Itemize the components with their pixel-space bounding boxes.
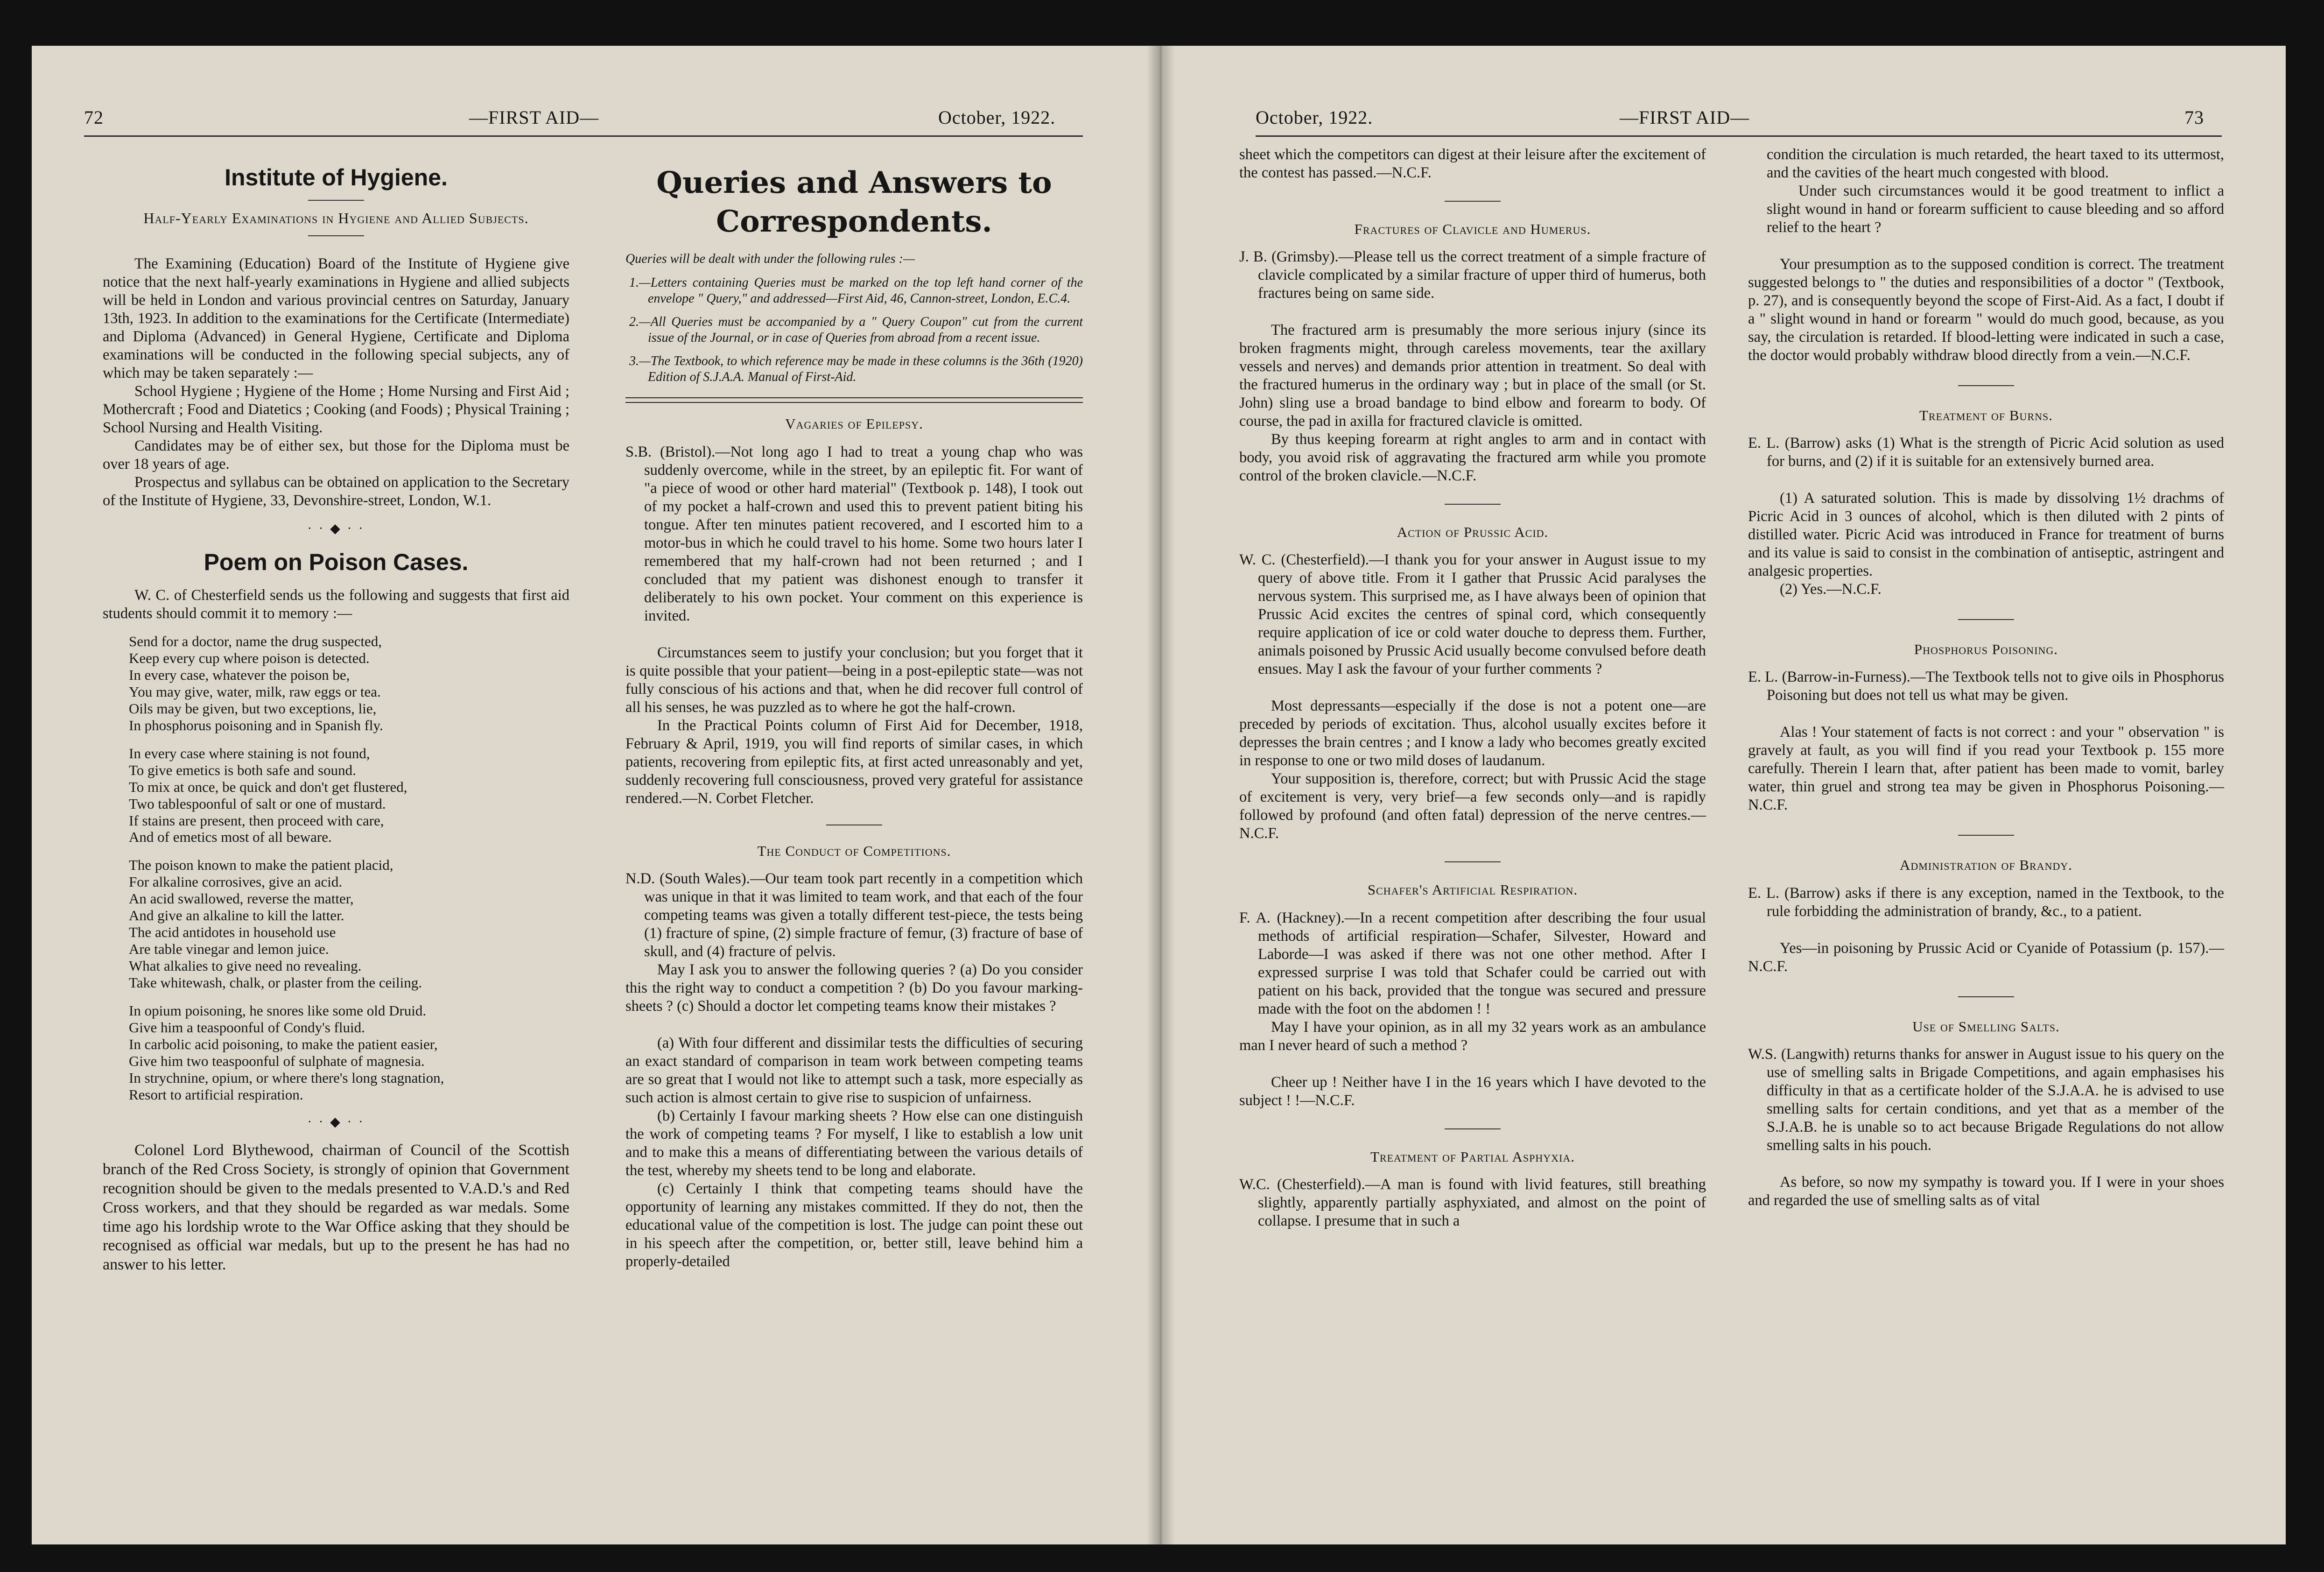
section-heading: Administration of Brandy. — [1900, 857, 2072, 874]
answer-text: Most depressants—especially if the dose is not a potent one—are preceded by periods of excitation. Thus, alcohol usually excites before it depresses the brain centres ; and I know a lady who becomes greatly excited in response to one or two mild doses of laudanum. — [1239, 698, 1706, 769]
answer-text: Alas ! Your statement of facts is not correct : and your " observation " is gravely at fault, as you will find if you read your Textbook p. 155 more carefully. Therein I learn that, after patient has been made to vomit, barley water, thin gruel and strong tea may be given in Phosphorus Poisoning.—N.C.F. — [1748, 724, 2224, 814]
double-rule — [625, 397, 1083, 403]
poem-stanza-3 — [103, 857, 569, 991]
verse-line: Resort to artificial respiration. — [129, 1086, 303, 1103]
query-text: May I have your opinion, as in all my 32 years work as an ambulance man I never heard of such a method ? — [1239, 1018, 1706, 1054]
verse-line: In carbolic acid poisoning, to make the patient easier, — [129, 1036, 438, 1052]
verse-line: What alkalies to give need no revealing. — [129, 958, 362, 974]
section-heading: Fractures of Clavicle and Humerus. — [1354, 221, 1591, 237]
answer-text: Cheer up ! Neither have I in the 16 years which I have devoted to the subject ! !—N.C.F. — [1239, 1073, 1706, 1109]
query-text: N.D. (South Wales).—Our team took part recently in a competition which was unique in that it was limited to team work, and that each of the four competing teams was given a totally different test-piece, the tests being (1) fracture of spine, (2) simple fracture of femur, (3) fracture of base of skull, and (4) fracture of pelvis. — [625, 870, 1083, 960]
queries-title-line-1: Queries and Answers to — [656, 165, 1052, 200]
answer-text: Yes—in poisoning by Prussic Acid or Cyanide of Potassium (p. 157).—N.C.F. — [1748, 939, 2224, 975]
poem-intro: W. C. of Chesterfield sends us the following and suggests that first aid students should commit it to memory :— — [103, 586, 569, 622]
ornament-divider: · · ◆ · · — [307, 522, 365, 536]
right-running-title: —FIRST AID— — [1620, 107, 1750, 128]
verse-line: Oils may be given, but two exceptions, lie, — [129, 700, 377, 717]
answer-text: (1) A saturated solution. This is made by dissolving 1½ drachms of Picric Acid in 3 ounces of alcohol, which is then diluted with 2 pints of distilled water. Picric Acid was introduced in France for treatment of burns and its value is said to consist in the combination of antiseptic, astringent and analgesic properties. — [1748, 490, 2224, 580]
verse-line: To give emetics is both safe and sound. — [129, 761, 356, 778]
left-column-1 — [103, 163, 569, 1275]
answer-text: Your presumption as to the supposed condition is correct. The treatment suggested belongs to " the duties and responsibilities of a doctor " (Textbook, p. 27), and is consequently beyond the scope of First-Aid. As a fact, I doubt if a " slight wound in hand or forearm " would do much good, because, as you say, the circulation is retarded. If blood-letting were indicated in such a case, the doctor would probably withdraw blood directly from a vein.—N.C.F. — [1748, 256, 2224, 364]
answer-text: (2) Yes.—N.C.F. — [1780, 581, 1882, 598]
query-text: W. C. (Chesterfield).—I thank you for your answer in August issue to my query of above title. From it I gather that Prussic Acid paralyses the nervous system. This surprised me, as I have always been of opinion that Prussic Acid excites the centres of spinal cord, which consequently require application of ice or cold water douche to depress them. Further, animals poisoned by Prussic Acid usually become convulsed before death ensues. May I ask the favour of your further comments ? — [1239, 551, 1706, 678]
left-running-title: —FIRST AID— — [469, 107, 599, 128]
query-text: E. L. (Barrow) asks if there is any exception, named in the Textbook, to the rule forbidding the administration of brandy, &c., to a patient. — [1748, 884, 2224, 920]
left-page-number: 72 — [84, 107, 104, 128]
rule — [1445, 1128, 1501, 1129]
section-heading: Use of Smelling Salts. — [1912, 1018, 2060, 1035]
section-heading: Schafer's Artificial Respiration. — [1367, 881, 1578, 898]
queries-title-line-2: Correspondents. — [716, 204, 992, 240]
poem-stanza-4 — [103, 1002, 569, 1103]
verse-line: For alkaline corrosives, give an acid. — [129, 874, 343, 890]
continued-text: sheet which the competitors can digest at their leisure after the excitement of the contest has passed.—N.C.F. — [1239, 146, 1706, 181]
section-heading: Treatment of Burns. — [1919, 407, 2053, 423]
answer-text: (c) Certainly I think that competing teams should have the opportunity of learning any mistakes committed. If they do not, then the educational value of the competition is lost. The judge can point these out in his speech after the competition, or, better still, leave behind him a properly-detailed — [625, 1180, 1083, 1270]
rule — [1958, 619, 2014, 620]
verse-line: An acid swallowed, reverse the matter, — [129, 890, 354, 907]
continued-text: condition the circulation is much retarded, the heart taxed to its uttermost, and the cavities of the heart much congested with blood. — [1767, 146, 2224, 181]
rule — [1958, 385, 2014, 386]
verse-line: Are table vinegar and lemon juice. — [129, 941, 329, 958]
institute-paragraph: The Examining (Education) Board of the Institute of Hygiene give notice that the next half-yearly examinations in Hygiene and allied subjects will be held in London and various provincial centres on Saturday, January 13th, 1923. In addition to the examinations for the Certificate (Intermediate) and Diploma (Advanced) in General Hygiene, Certificate and Diploma examinations will be conducted in the following special subjects, any of which may be taken separately :— — [103, 255, 569, 382]
verse-line: In phosphorus poisoning and in Spanish fly. — [129, 717, 383, 733]
rule — [1958, 835, 2014, 836]
answer-text: By thus keeping forearm at right angles to arm and in contact with body, you avoid risk of aggravating the fractured arm while you promote control of the broken clavicle.—N.C.F. — [1239, 431, 1706, 485]
right-page-number: 73 — [2184, 107, 2204, 128]
query-text: W.S. (Langwith) returns thanks for answer in August issue to his query on the use of smelling salts in Brigade Competitions, and again emphasises his difficulty in that as a certificate holder of the S.J.A.A. he is advised to use smelling salts for certain conditions, and yet that as a member of the S.J.A.B. he is unable so to act because Brigade Regulations do not allow smelling salts in his pouch. — [1748, 1045, 2224, 1154]
rule-item: 2.—All Queries must be accompanied by a " Query Coupon" cut from the current issue of the Journal, or in case of Queries from abroad from a recent issue. — [629, 314, 1083, 345]
rules-intro: Queries will be dealt with under the following rules :— — [625, 252, 915, 267]
rule — [308, 200, 364, 201]
institute-subtitle: Half-Yearly Examinations in Hygiene and Allied Subjects. — [143, 210, 529, 226]
blythewood-paragraph: Colonel Lord Blythewood, chairman of Council of the Scottish branch of the Red Cross Society, is strongly of opinion that Government recognition should be given to the medals presented to V.A.D.'s and Red Cross workers, and that they should be regarded as war medals. Some time ago his lordship wrote to the War Office asking that they should be recognised as official war medals, but up to the present he has had no answer to his letter. — [103, 1142, 569, 1274]
query-text: W.C. (Chesterfield).—A man is found with livid features, still breathing slightly, apparently partially asphyxiated, and almost on the point of collapse. I presume that in such a — [1239, 1176, 1706, 1229]
section-heading: Treatment of Partial Asphyxia. — [1370, 1148, 1575, 1165]
rule — [308, 235, 364, 236]
rule — [1445, 201, 1501, 202]
verse-line: You may give, water, milk, raw eggs or tea. — [129, 683, 381, 700]
verse-line: And give an alkaline to kill the latter. — [129, 907, 344, 924]
section-heading: The Conduct of Competitions. — [757, 842, 951, 859]
verse-line: Give him a teaspoonful of Condy's fluid. — [129, 1019, 365, 1036]
ornament-divider: · · ◆ · · — [307, 1114, 365, 1129]
verse-line: In opium poisoning, he snores like some old Druid. — [129, 1002, 427, 1019]
answer-text: (b) Certainly I favour marking sheets ? How else can one distinguish the work of competing teams ? For myself, I like to establish a low unit and to make this a means of differentiating between the various details of the test, whereby my sheets tend to be long and elaborate. — [625, 1107, 1083, 1179]
rule-item: 3.—The Textbook, to which reference may be made in these columns is the 36th (1920) Edition of S.J.A.A. Manual of First-Aid. — [629, 354, 1083, 385]
answer-text: The fractured arm is presumably the more serious injury (since its broken fragments might, through careless movements, tear the axillary vessels and nerves) and demands prior attention in treatment. So deal with the fractured humerus in the ordinary way ; but in place of the small (or St. John) sling use a broad bandage to bind elbow and forearm to body. Of course, the pad in axilla for fractured clavicle is omitted. — [1239, 322, 1706, 430]
answer-text: (a) With four different and dissimilar tests the difficulties of securing an exact standard of comparison in team work between competing teams are so great that I would not like to attempt such a task, more especially as such action is almost certain to give rise to suspicion of unfairness. — [625, 1034, 1083, 1106]
institute-paragraph: School Hygiene ; Hygiene of the Home ; Home Nursing and First Aid ; Mothercraft ; Food and Diatetics ; Cooking (and Foods) ; Physical Training ; School Nursing and Health Visiting. — [103, 383, 569, 437]
verse-line: In every case, whatever the poison be, — [129, 666, 350, 683]
right-page-date: October, 1922. — [1256, 107, 1373, 128]
answer-text: Circumstances seem to justify your conclusion; but you forget that it is quite possible that your patient—being in a post-epileptic state—was not fully conscious of his actions and that, when he did recover full control of all his senses, he was puzzled as to where he got the half-crown. — [625, 644, 1083, 716]
section-heading: Vagaries of Epilepsy. — [785, 416, 923, 432]
rule — [1958, 996, 2014, 997]
institute-paragraph: Prospectus and syllabus can be obtained on application to the Secretary of the Institute of Hygiene, 33, Devonshire-street, London, W.1. — [103, 474, 569, 509]
institute-title: Institute of Hygiene. — [225, 164, 448, 190]
poem-title: Poem on Poison Cases. — [204, 549, 469, 575]
left-header-rule — [84, 135, 1083, 137]
query-text: S.B. (Bristol).—Not long ago I had to treat a young chap who was suddenly overcome, while in the street, by an epileptic fit. For want of "a piece of wood or other hard material" (Textbook p. 148), I took out of my pocket a half-crown and used this to prevent patient biting his tongue. After ten minutes patient recovered, and I escorted him to a motor-bus in which he could travel to his home. Some two hours later I remembered that my half-crown had not been returned ; and I concluded that my patient was dishonest enough to transfer it deliberately to his own pocket. Your comment on this experience is invited. — [625, 443, 1083, 624]
verse-line: Keep every cup where poison is detected. — [129, 649, 370, 666]
section-heading: Action of Prussic Acid. — [1397, 524, 1549, 541]
verse-line: Two tablespoonful of salt or one of mustard. — [129, 795, 386, 812]
query-text: J. B. (Grimsby).—Please tell us the correct treatment of a simple fracture of clavicle complicated by a similar fracture of upper third of humerus, both fractures being on same side. — [1239, 248, 1706, 302]
verse-line: The poison known to make the patient placid, — [129, 857, 393, 874]
verse-line: In strychnine, opium, or where there's long stagnation, — [129, 1069, 444, 1086]
verse-line: Send for a doctor, name the drug suspected, — [129, 633, 382, 649]
right-column-2 — [1748, 146, 2224, 1210]
answer-text: Your supposition is, therefore, correct; but with Prussic Acid the stage of excitement is very, very brief—a few seconds only—and is rapidly followed by profound (and often fatal) depression of the nerve centres.—N.C.F. — [1239, 770, 1706, 842]
left-page-date: October, 1922. — [938, 107, 1056, 128]
verse-line: If stains are present, then proceed with care, — [129, 812, 384, 829]
poem-stanza-2 — [103, 745, 569, 846]
right-column-1 — [1239, 146, 1706, 1230]
section-heading: Phosphorus Poisoning. — [1914, 641, 2058, 658]
verse-line: To mix at once, be quick and don't get flustered, — [129, 778, 407, 795]
verse-line: Give him two teaspoonful of sulphate of magnesia. — [129, 1052, 425, 1069]
verse-line: The acid antidotes in household use — [129, 924, 336, 941]
right-header-rule — [1256, 135, 2222, 137]
poem-stanza-1 — [103, 633, 569, 734]
rule — [1445, 504, 1501, 505]
left-column-2 — [625, 163, 1083, 1271]
answer-text: In the Practical Points column of First Aid for December, 1918, February & April, 1919, you will find reports of similar cases, in which patients, recovering from epileptic fits, at first acted unreasonably and yet, suddenly recovering full consciousness, proved very grateful for assistance rendered.—N. Corbet Fletcher. — [625, 717, 1083, 807]
rule-item: 1.—Letters containing Queries must be marked on the top left hand corner of the envelope " Query," and addressed—First Aid, 46, Cannon-street, London, E.C.4. — [629, 275, 1083, 306]
verse-line: Take whitewash, chalk, or plaster from the ceiling. — [129, 974, 422, 991]
verse-line: In every case where staining is not found, — [129, 745, 370, 761]
verse-line: And of emetics most of all beware. — [129, 829, 332, 846]
institute-paragraph: Candidates may be of either sex, but those for the Diploma must be over 18 years of age. — [103, 437, 569, 473]
answer-text: As before, so now my sympathy is toward you. If I were in your shoes and regarded the use of smelling salts as of vital — [1748, 1173, 2224, 1209]
query-text: F. A. (Hackney).—In a recent competition after describing the four usual methods of artificial respiration—Schafer, Silvester, Howard and Laborde—I was asked if there was not one other method. After I expressed surprise I was told that Schafer could be carried out with patient on his back, provided that the tongue was secured and pressure made with the foot on the abdomen ! ! — [1239, 909, 1706, 1017]
book-spine — [1147, 46, 1175, 1544]
continued-text: Under such circumstances would it be good treatment to inflict a slight wound in hand or forearm sufficient to cause bleeding and so afford relief to the heart ? — [1767, 183, 2224, 236]
query-rules — [625, 251, 1083, 385]
query-text: E. L. (Barrow) asks (1) What is the strength of Picric Acid solution as used for burns, and (2) if it is suitable for an extensively burned area. — [1748, 435, 2224, 470]
query-text: E. L. (Barrow-in-Furness).—The Textbook tells not to give oils in Phosphorus Poisoning but does not tell us what may be given. — [1748, 669, 2224, 704]
rule — [1445, 861, 1501, 862]
query-text: May I ask you to answer the following queries ? (a) Do you consider this the right way to conduct a competition ? (b) Do you favour marking-sheets ? (c) Should a doctor let competing teams know their mistakes ? — [625, 961, 1083, 1015]
